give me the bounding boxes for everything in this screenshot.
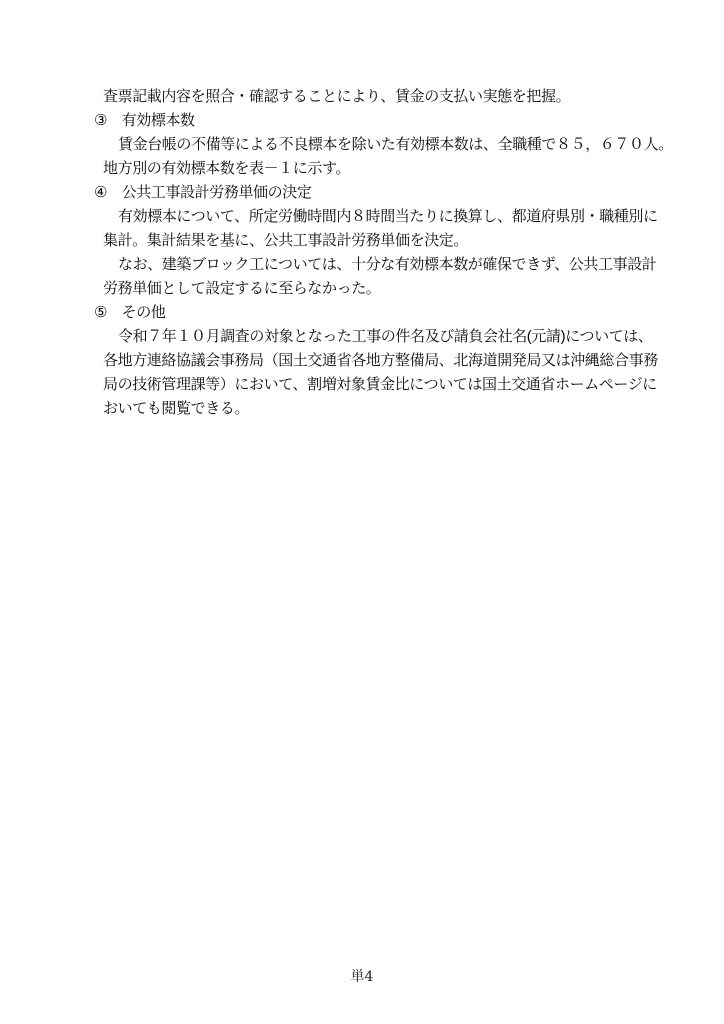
line-survey-targets-2: 各地方連絡協議会事務局（国土交通省各地方整備局、北海道開発局又は沖縄総合事務 [103,352,658,369]
line-tabulation-decision: 集計。集計結果を基に、公共工事設計労務単価を決定。 [103,232,469,249]
line-survey-targets-3: 局の技術管理課等）において、割増対象賃金比については国土交通省ホームページに [103,376,657,393]
line-building-block-note-1: なお、建築ブロック工については、十分な有効標本数が確保できず、公共工事設計 [118,256,657,273]
line-survey-targets-4: おいても閲覧できる。 [103,400,250,417]
heading-labor-unit-price-decision: ④ 公共工事設計労務単価の決定 [94,184,312,201]
line-regional-samples-table-ref: 地方別の有効標本数を表－１に示す。 [103,160,351,177]
line-survey-targets-1: 令和７年１０月調査の対象となった工事の件名及び請負会社名(元請)については、 [118,328,653,345]
line-effective-samples-total: 賃金台帳の不備等による不良標本を除いた有効標本数は、全職種で８５，６７０人。 [118,136,673,153]
line-building-block-note-2: 労務単価として設定するに至らなかった。 [103,280,381,297]
line-conversion-8hours: 有効標本について、所定労働時間内８時間当たりに換算し、都道府県別・職種別に [118,208,658,225]
line-survey-check: 査票記載内容を照合・確認することにより、賃金の支払い実態を把握。 [103,88,571,105]
heading-effective-sample-count: ③ 有効標本数 [94,112,195,129]
document-body [94,85,684,421]
page-number: 単4 [350,969,374,985]
heading-others: ⑤ その他 [94,304,166,321]
